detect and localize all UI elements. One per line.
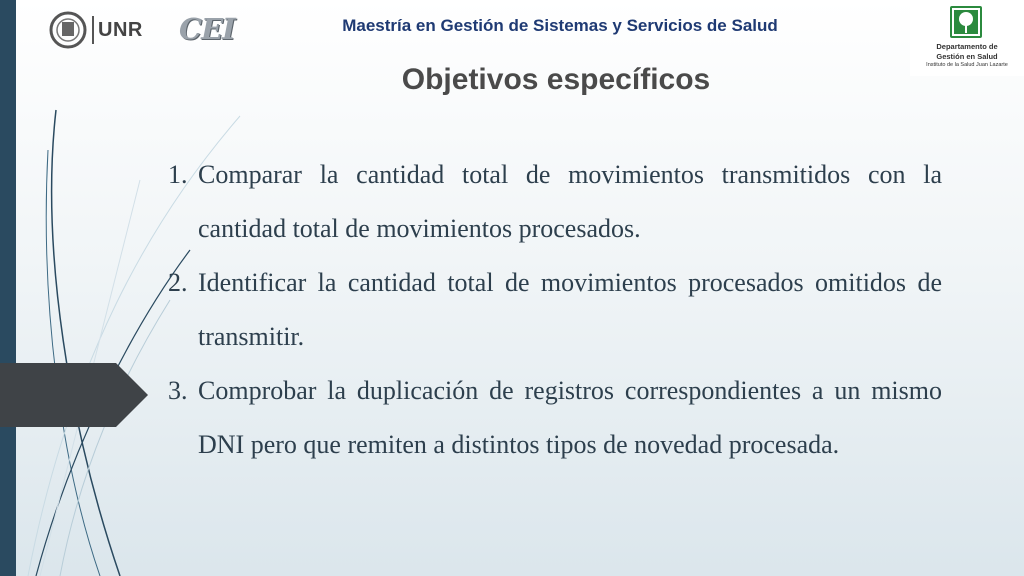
dept-logo-line3: Instituto de la Salud Juan Lazarte: [926, 62, 1008, 68]
objective-text: Comprobar la duplicación de registros correspondientes a un mismo DNI pero que remiten a distintos tipos de novedad procesada.: [198, 376, 942, 459]
objective-text: Identificar la cantidad total de movimientos procesados omitidos de transmitir.: [198, 268, 942, 351]
unr-logo: [48, 10, 148, 50]
slide-title: Objetivos específicos: [401, 63, 711, 96]
dept-logo-line1: Departamento de: [936, 42, 998, 51]
objective-number: 2.: [168, 268, 188, 297]
department-logo: [910, 0, 1024, 76]
objective-item: [168, 256, 942, 364]
objective-text: Comparar la cantidad total de movimientos transmitidos con la cantidad total de movimientos procesados.: [198, 160, 942, 243]
unr-seal-icon: [48, 10, 88, 50]
cei-logo-text: CEI: [179, 12, 235, 46]
objective-number: 1.: [168, 160, 188, 189]
objective-item: [168, 148, 942, 256]
objectives-list: [168, 148, 942, 472]
objective-number: 3.: [168, 376, 188, 405]
program-title: Maestría en Gestión de Sistemas y Servicios de Salud: [342, 16, 778, 35]
dept-logo-line2: Gestión en Salud: [936, 52, 998, 61]
header: [0, 0, 1024, 68]
objective-item: [168, 364, 942, 472]
unr-logo-text: UNR: [98, 19, 143, 41]
unr-divider: [92, 16, 94, 44]
cei-logo: [178, 10, 244, 48]
tree-icon: [950, 6, 982, 38]
